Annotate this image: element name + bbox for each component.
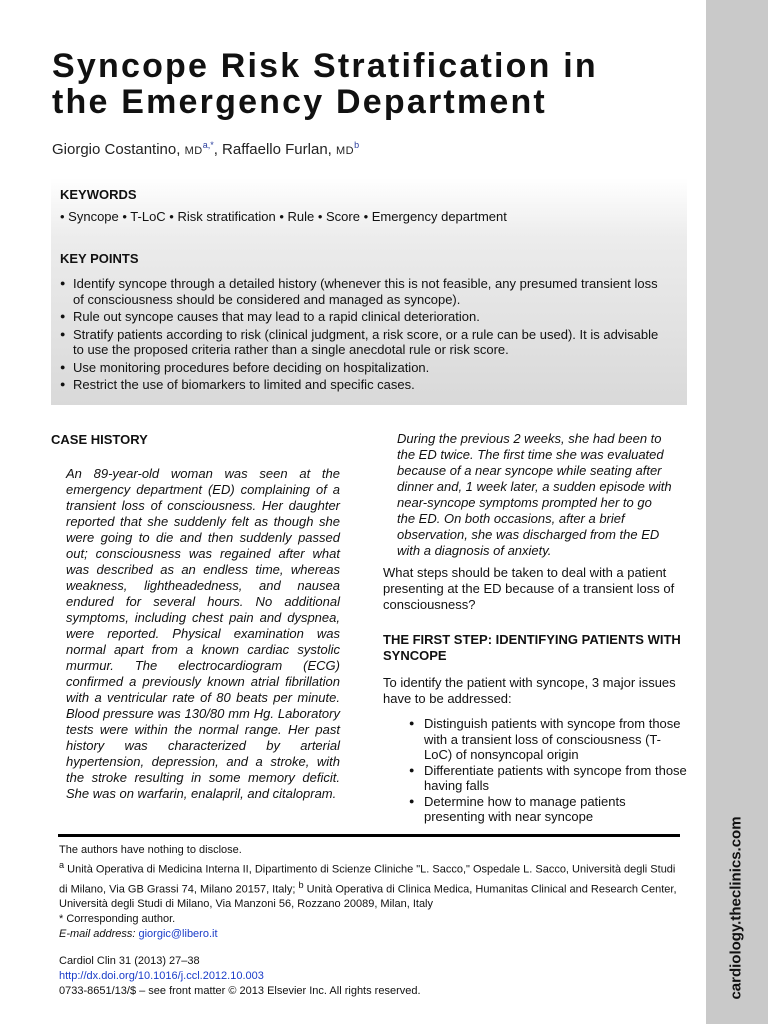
footnotes	[59, 843, 681, 942]
key-points-heading: KEY POINTS	[60, 251, 139, 266]
author-affiliation-mark: a,*	[202, 140, 214, 150]
title-line-1: Syncope Risk Stratification in	[52, 47, 598, 85]
author-name: Giorgio Costantino,	[52, 141, 185, 158]
citation	[59, 954, 421, 999]
author-degree: MD	[336, 145, 355, 157]
title-line-2: the Emergency Department	[52, 83, 547, 121]
affiliation-a: Unità Operativa di Medicina Interna II, Dipartimento di Scienze Cliniche "L. Sacco," Ospedale L. Sacco, Università degli Studi di Milano, Via GB Grassi 74, Milano 20157, Italy;	[59, 863, 676, 896]
disclosure: The authors have nothing to disclose.	[59, 844, 242, 856]
copyright: 0733-8651/13/$ – see front matter © 2013 Elsevier Inc. All rights reserved.	[59, 985, 421, 997]
author-degree: MD	[184, 145, 203, 157]
email-link[interactable]: giorgic@libero.it	[138, 928, 218, 941]
journal-reference: Cardiol Clin 31 (2013) 27–38	[59, 955, 200, 967]
keywords-list: • Syncope • T-LoC • Risk stratification • Rule • Score • Emergency department	[60, 209, 507, 224]
article-title	[52, 48, 692, 120]
footnote-divider	[58, 834, 680, 837]
key-point: ● Restrict the use of biomarkers to limited and specific cases.	[60, 377, 672, 393]
author-list	[52, 140, 359, 158]
affiliations	[59, 858, 681, 912]
key-point: ● Identify syncope through a detailed history (whenever this is not feasible, any presumed transient loss of consciousness should be considered and managed as syncope).	[60, 276, 672, 307]
key-point: ● Use monitoring procedures before deciding on hospitalization.	[60, 360, 672, 376]
affiliation-mark: b	[298, 879, 304, 890]
case-question: What steps should be taken to deal with a patient presenting at the ED because of a transient loss of consciousness?	[383, 565, 675, 612]
affiliation-b: Unità Operativa di Clinica Medica, Humanitas Clinical and Research Center, Università degli Studi di Milano, Via Manzoni 56, Rozzano 20089, Milan, Italy	[59, 883, 677, 911]
issue-item: ● Distinguish patients with syncope from those with a transient loss of consciousness (T-LoC) of nonsyncopal origin	[409, 716, 687, 763]
key-point: ● Rule out syncope causes that may lead to a rapid clinical deterioration.	[60, 309, 672, 325]
issues-list	[409, 716, 687, 825]
email-label: E-mail address:	[59, 928, 139, 941]
journal-site-banner: cardiology.theclinics.com	[727, 816, 745, 1000]
email-line	[59, 927, 681, 942]
author-name: Raffaello Furlan,	[222, 141, 336, 158]
case-history-heading: CASE HISTORY	[51, 432, 148, 447]
author-affiliation-mark: b	[354, 140, 360, 150]
key-point: ● Stratify patients according to risk (clinical judgment, a risk score, or a rule can be used). It is advisable to use the proposed criteria rather than a single anecdotal rule or risk score.	[60, 327, 672, 358]
case-history-paragraph: During the previous 2 weeks, she had been to the ED twice. The first time she was evaluated because of a near syncope while seating after dinner and, 1 week later, a sudden episode with near-syncope symptoms prompted her to go the ED. On both occasions, after a brief observation, she was discharged from the ED with a diagnosis of anxiety.	[397, 431, 672, 558]
key-points-list	[60, 276, 672, 395]
section-heading: THE FIRST STEP: IDENTIFYING PATIENTS WITH SYNCOPE	[383, 632, 681, 663]
case-history-paragraph: An 89-year-old woman was seen at the emergency department (ED) complaining of a transient loss of consciousness. Her daughter reported that she suddenly felt as though she were going to die and then suddenly passed out; consciousness was regained after what was described as an endless time, whereas weakness, lightheadedness, and nausea endured for several hours. No additional symptoms, including chest pain and dyspnea, were reported. Physical examination was normal apart from a known cardiac systolic murmur. The electrocardiogram (ECG) confirmed a previously known atrial fibrillation with a ventricular rate of 80 beats per minute. Blood pressure was 130/80 mm Hg. Laboratory tests were within the normal range. Her past history was characterized by arterial hypertension, depression, and a stroke, with the stroke resulting in some memory deficit. She was on warfarin, enalapril, and citalopram.	[66, 466, 340, 801]
keywords-heading: KEYWORDS	[60, 187, 137, 202]
author-separator: ,	[213, 141, 223, 158]
doi-link[interactable]: http://dx.doi.org/10.1016/j.ccl.2012.10.003	[59, 970, 264, 982]
affiliation-mark: a	[59, 860, 65, 870]
section-intro: To identify the patient with syncope, 3 major issues have to be addressed:	[383, 675, 676, 706]
corresponding-author: * Corresponding author.	[59, 913, 176, 926]
issue-item: ● Determine how to manage patients presenting with near syncope	[409, 794, 687, 825]
issue-item: ● Differentiate patients with syncope from those having falls	[409, 763, 687, 794]
